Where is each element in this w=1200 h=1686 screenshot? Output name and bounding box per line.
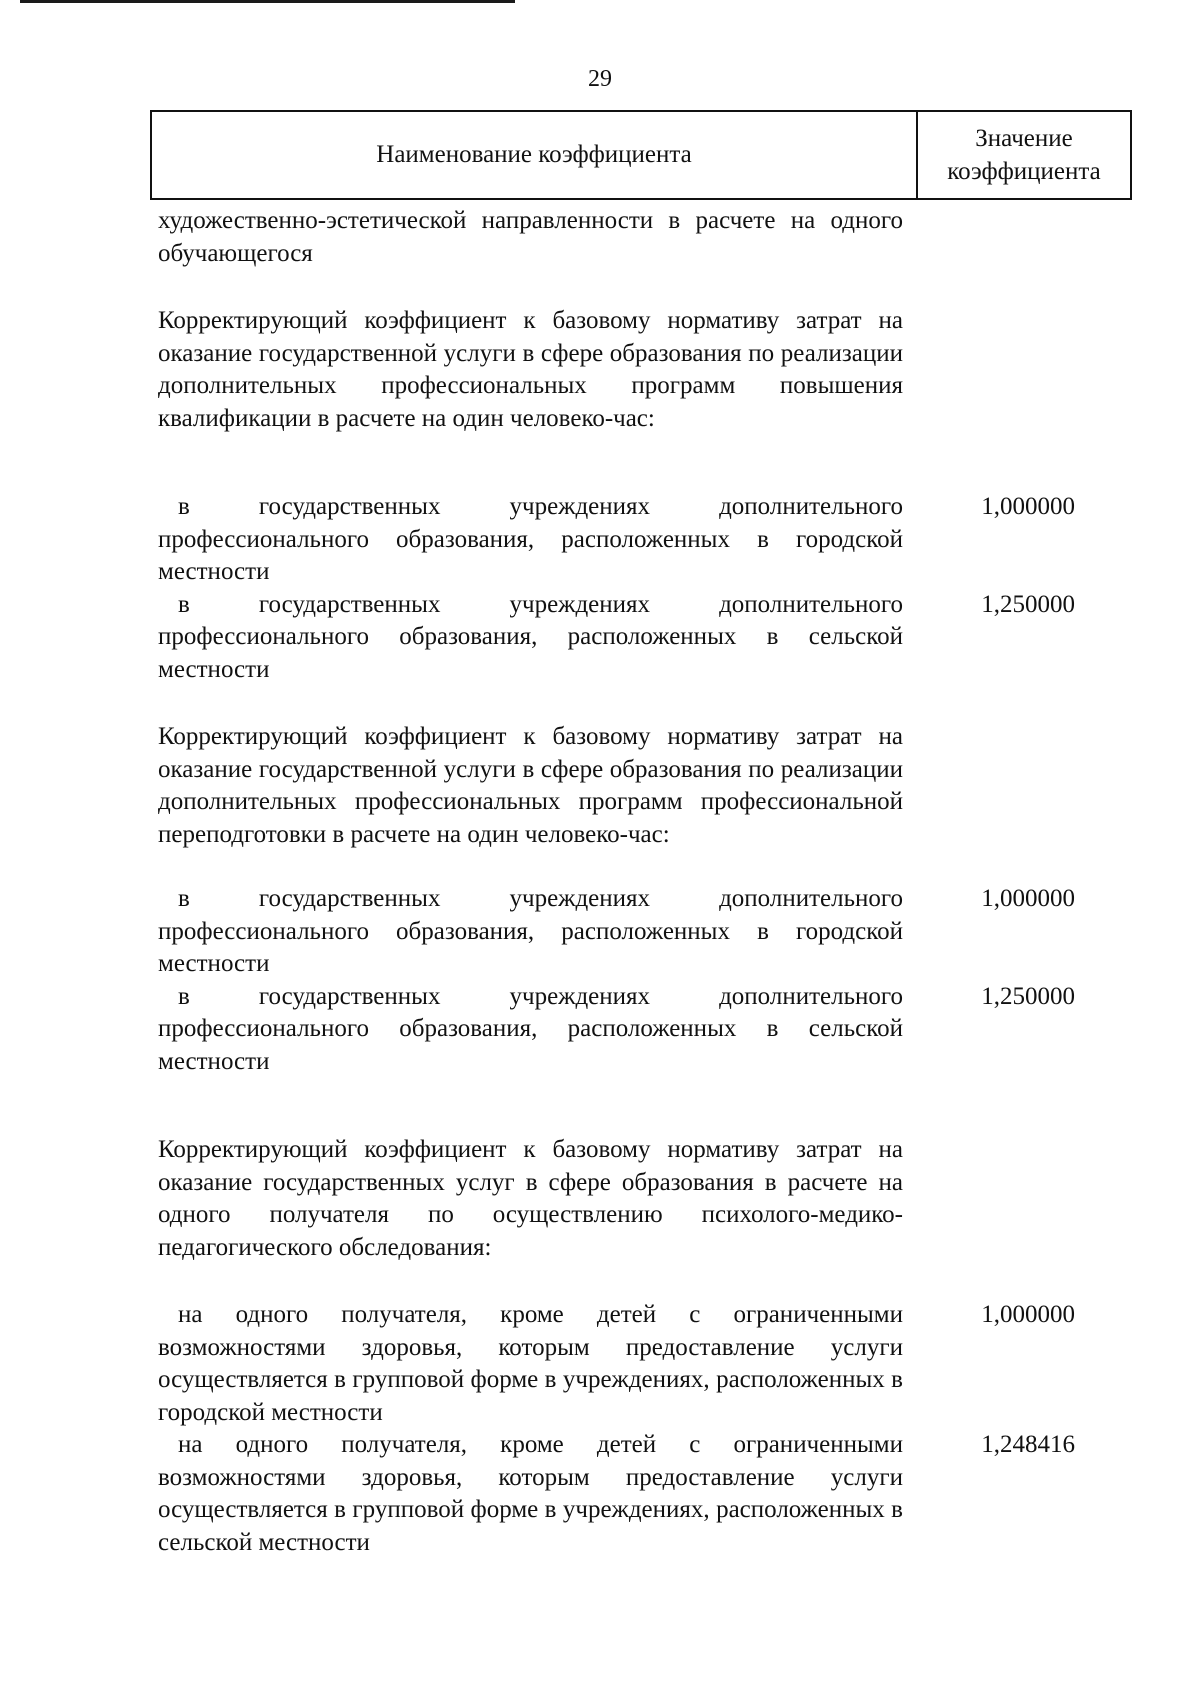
table-row — [158, 1299, 1138, 1429]
row-value: 1,248416 — [981, 1431, 1075, 1458]
row-value: 1,000000 — [981, 493, 1075, 520]
row-description: в государственных учреждениях дополнительного профессионального образования, расположенных в городской местности — [158, 493, 903, 585]
section-heading: Корректирующий коэффициент к базовому нормативу затрат на оказание государственной услуги в сфере образования по реализации дополнительных профессиональных программ профессиональной переподготовки в расчете на один человеко-час: — [158, 723, 903, 848]
coefficient-section — [158, 305, 1138, 686]
row-value: 1,250000 — [981, 590, 1075, 618]
table-row — [158, 491, 1138, 589]
document-body — [158, 205, 1138, 1559]
table-row — [158, 1429, 1138, 1559]
row-description: в государственных учреждениях дополнительного профессионального образования, расположенных в сельской местности — [158, 982, 903, 1075]
table-row — [158, 589, 1138, 687]
coefficient-section — [158, 721, 1138, 1078]
column-header-value: Значение коэффициента — [947, 125, 1101, 185]
scan-edge-line — [20, 0, 515, 3]
column-header-name: Наименование коэффициента — [152, 112, 918, 198]
row-description: в государственных учреждениях дополнительного профессионального образования, расположенных в городской местности — [158, 885, 903, 977]
row-value: 1,250000 — [981, 982, 1075, 1010]
coefficient-section — [158, 1134, 1138, 1559]
row-description: в государственных учреждениях дополнительного профессионального образования, расположенных в сельской местности — [158, 590, 903, 683]
section-heading: Корректирующий коэффициент к базовому нормативу затрат на оказание государственных услуг в сфере образования в расчете на одного получателя по осуществлению психолого-медико-педагогического обследования: — [158, 1136, 903, 1261]
row-value: 1,000000 — [981, 885, 1075, 912]
row-value: 1,000000 — [981, 1301, 1075, 1328]
table-row — [158, 883, 1138, 981]
section-heading: Корректирующий коэффициент к базовому нормативу затрат на оказание государственной услуги в сфере образования по реализации дополнительных профессиональных программ повышения квалификации в расчете на один человеко-час: — [158, 307, 903, 432]
page-number: 29 — [588, 66, 612, 92]
row-description: на одного получателя, кроме детей с ограниченными возможностями здоровья, которым предоставление услуги осуществляется в групповой форме в учреждениях, расположенных в городской местности — [158, 1301, 903, 1426]
table-row — [158, 981, 1138, 1079]
table-header — [150, 110, 1132, 200]
continuation-text: художественно-эстетической направленности в расчете на одного обучающегося — [158, 207, 903, 267]
row-description: на одного получателя, кроме детей с ограниченными возможностями здоровья, которым предоставление услуги осуществляется в групповой форме в учреждениях, расположенных в сельской местности — [158, 1431, 903, 1556]
